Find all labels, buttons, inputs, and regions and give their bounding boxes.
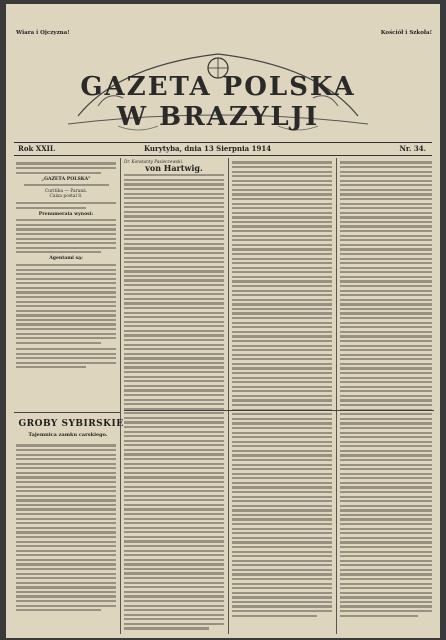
article-body [340,161,432,616]
address-line: Curitiba — Paraná. [44,188,88,194]
agents-list [16,264,116,344]
price-table [16,219,116,253]
address-line: Caixa postal 8. [49,193,83,199]
masthead [58,46,378,136]
center-right-column [232,159,332,619]
column-divider [120,158,121,634]
serial-text [16,442,116,614]
article-title: von Hartwig. [145,163,203,174]
column-divider [228,158,229,634]
masthead-title: GAZETA POLSKA W BRAZYLJI [80,72,356,132]
publisher-text [16,184,116,186]
issue-number: Nr. 34. [399,144,426,153]
article-body [124,174,224,629]
section-rule [124,410,434,411]
notice-text [16,348,116,369]
info-text [16,162,116,173]
column-divider [336,158,337,634]
volume-label: Rok XXII. [18,144,56,153]
dateline [14,142,432,156]
article-subtitle: Tajemnica zamku carskiego. [28,432,108,438]
agents-heading: Agentami są: [49,256,83,262]
motto-right: Kościół i Szkoła! [380,30,432,36]
article-body [232,161,332,616]
center-column [124,159,224,632]
byline: Dr. Konstanty Pasieczewski. [124,159,184,164]
motto-left: Wiara i Ojczyzna! [16,30,70,36]
left-column [16,160,116,371]
section-rule [14,412,120,413]
right-column [340,159,432,619]
publisher-heading: „GAZETA POLSKA" [41,176,91,182]
agents-intro [16,202,116,209]
newspaper-page [6,4,440,638]
price-heading: Prenumerata wynosi: [38,211,94,217]
article-title: GROBY SYBIRSKIE [18,419,124,429]
issue-date: Kurytyba, dnia 13 Sierpnia 1914 [144,144,272,153]
